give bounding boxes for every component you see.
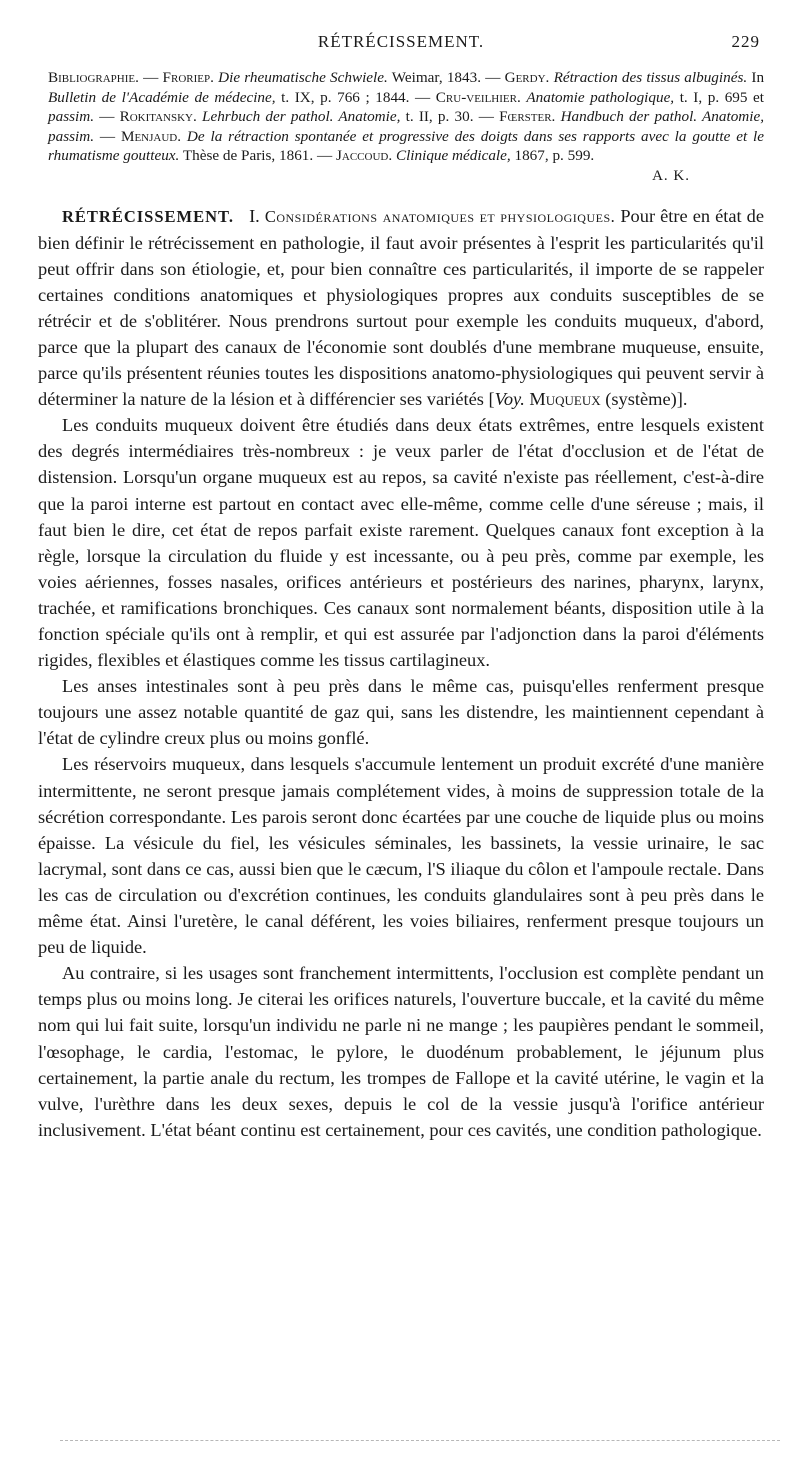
paragraph-5: Au contraire, si les usages sont franchement intermittents, l'occlusion est complète pendant un temps plus ou moins long. Je citerai les orifices naturels, l'ouverture buccale, et la cavité du même nom qui lui fait suite, lorsqu'un individu ne parle ni ne mange ; les paupières pendant le sommeil, l'œsophage, le cardia, l'estomac, le pylore, le duodénum probablement, le jéjunum plus certainement, la partie anale du rectum, les trompes de Fallope et la cavité utérine, le vagin et la vulve, l'urèthre dans les deux sexes, depuis le col de la vessie jusqu'à l'orifice antérieur inclusivement. L'état béant continu est certainement, pour ces cavités, une condition pathologique. [38, 963, 764, 1140]
bib-author-menjaud: Menjaud. [120, 127, 182, 145]
paragraph-3: Les anses intestinales sont à peu près dans le même cas, puisqu'elles renferment presque toujours une assez notable quantité de gaz qui, sans les distendre, les maintiennent cependant à l'état de cylindre creux plus ou moins gonflé. [38, 676, 764, 749]
bib-title: Die rheumatische Schwiele. [218, 69, 388, 86]
bib-text: t. II, p. 30. — [400, 108, 500, 125]
bib-text: t. I, p. 695 et [674, 88, 765, 106]
document-page [38, 30, 764, 1143]
bib-title: Bulletin de l'Académie de médecine, [48, 88, 276, 106]
bib-author-froriep: Froriep. [162, 69, 214, 86]
bib-author-foerster: Fœrster. [499, 108, 556, 125]
bib-author-jaccoud: Jaccoud. [335, 147, 393, 164]
bib-title: Clinique médicale, [395, 147, 511, 164]
bib-text: t. IX, p. 766 ; 1844. — [275, 88, 436, 106]
see-reference-label: Voy. [494, 389, 525, 410]
bib-text: 1867, p. 599. [510, 147, 595, 164]
bottom-print-artifact [60, 1440, 780, 1441]
bib-title: Anatomie pathologique, [526, 88, 675, 106]
bib-title: Lehrbuch der pathol. Anatomie, [202, 108, 401, 125]
bib-text: — [138, 69, 163, 86]
author-signature: A. K. [652, 167, 690, 184]
section-heading: Considérations anatomiques et physiologiques. [264, 206, 616, 226]
running-head [38, 30, 764, 60]
bib-text: — [94, 108, 120, 125]
paragraph-1-text: Pour être en état de bien définir le rétrécissement en pathologie, il faut avoir présentes à l'esprit les particularités qu'il peut offrir dans son étiologie, et, pour bien connaître ces particularités, il importe de se rappeler certaines conditions anatomiques et physiologiques propres aux conduits susceptibles de se rétrécir et de s'oblitérer. Nous prendrons surtout pour exemple les conduits muqueux, d'abord, parce que la plupart des canaux de l'économie sont doublés d'une membrane muqueuse, ensuite, parce qu'ils présentent réunies toutes les dispositions anatomo-physiologiques qui peuvent servir à déterminer la nature de la lésion et à différencier ses variétés [ [38, 205, 765, 410]
bib-author-rokitansky: Rokitansky. [119, 108, 197, 125]
section-number: I. [249, 205, 260, 226]
entry-word: RÉTRÉCISSEMENT. [62, 206, 234, 226]
bib-title: passim. [48, 108, 94, 125]
paragraph-1-end: (système)]. [600, 389, 688, 410]
running-title: RÉTRÉCISSEMENT. [317, 32, 485, 51]
paragraph-4: Les réservoirs muqueux, dans lesquels s'accumule lentement un produit excrété d'une manière intermittente, ne seront presque jamais complétement vides, à moins de suppression totale de la sécrétion correspondante. Les parois seront donc écartées par une couche de liquide plus ou moins épaisse. La vésicule du fiel, les vésicules séminales, les bassinets, la vessie urinaire, le sac lacrymal, sont dans ce cas, aussi bien que le cæcum, l'S iliaque du côlon et l'ampoule rectale. Dans les cas de circulation ou d'excrétion continues, les conduits glandulaires sont à peu près dans le même état. Ainsi l'uretère, le canal déférent, les voies biliaires, renferment presque toujours un peu de liquide. [38, 754, 764, 958]
bib-title: Rétraction des tissus albuginés. [553, 69, 748, 86]
bib-author-cruveilhier: Cru-veilhier. [435, 88, 521, 106]
article-body [38, 203, 764, 1143]
bibliography-block [48, 68, 764, 166]
bib-text: — [94, 127, 121, 145]
cross-reference: Muqueux [529, 389, 601, 410]
bib-text: Weimar, 1843. — [387, 69, 505, 86]
bib-title: De la rétraction spontanée et progressive des doigts dans ses rapports avec la goutte et le rhumatisme goutteux. [48, 127, 764, 164]
bib-text: Thèse de Paris, 1861. — [179, 147, 336, 164]
bib-title: Handbuch der pathol. Anatomie, passim. [48, 108, 765, 145]
bib-text: In [747, 69, 765, 86]
paragraph-1 [38, 203, 764, 413]
bib-author-gerdy: Gerdy. [504, 69, 550, 86]
bibliography-heading: Bibliographie. [48, 69, 139, 86]
page-number: 229 [731, 32, 760, 51]
paragraph-2: Les conduits muqueux doivent être étudiés dans deux états extrêmes, entre lesquels existent des degrés intermédiaires très-nombreux : je veux parler de l'état d'occlusion et de l'état de distension. Lorsqu'un organe muqueux est au repos, sa cavité n'existe pas réellement, c'est-à-dire que la paroi interne est partout en contact avec elle-même, comme celle d'une séreuse ; mais, il faut bien le dire, cet état de repos parfait existe rarement. Quelques canaux font exception à la règle, lorsque la circulation du fluide y est incessante, ou à peu près, comme par exemple, les voies aériennes, fosses nasales, orifices antérieurs et postérieurs des narines, pharynx, larynx, trachée, et ramifications bronchiques. Ces canaux sont normalement béants, disposition utile à la fonction spéciale qu'ils ont à remplir, et qui est assurée par l'adjonction dans la paroi d'éléments rigides, flexibles et élastiques comme les tissus cartilagineux. [38, 415, 764, 671]
